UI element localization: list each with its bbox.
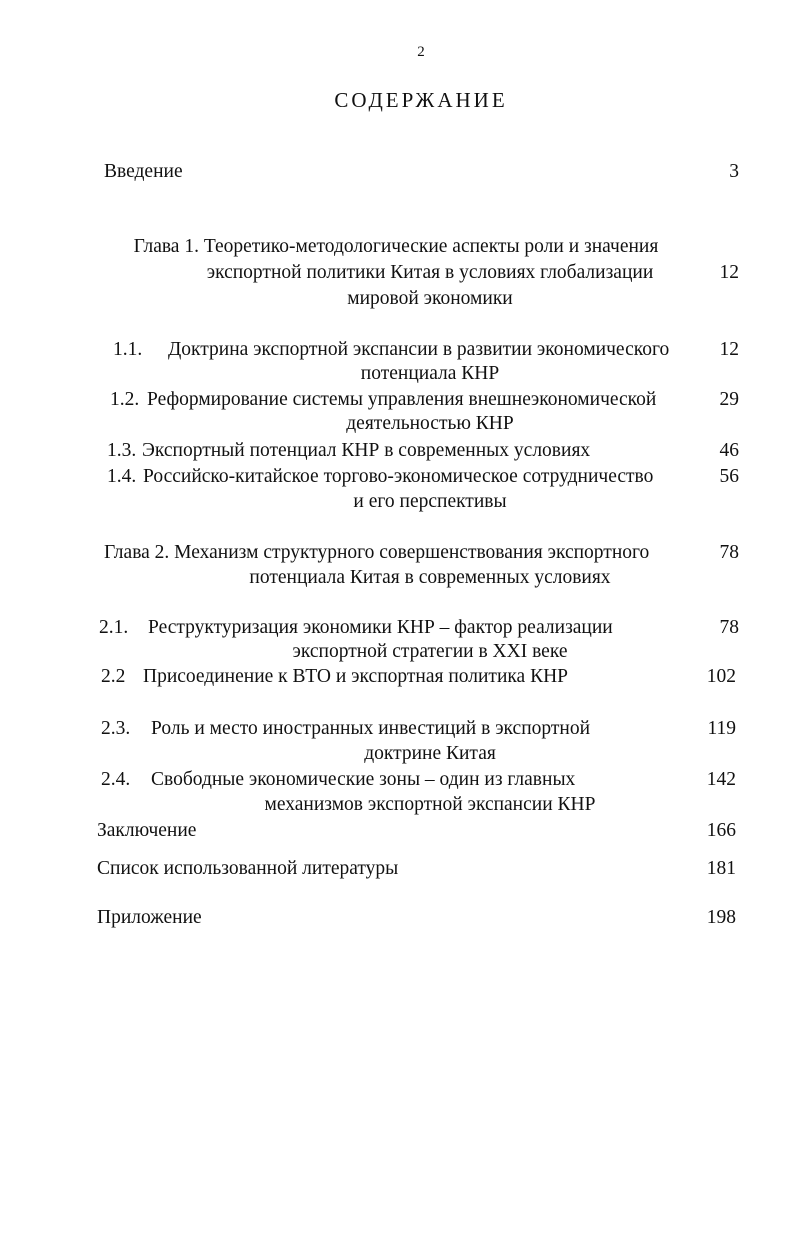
toc-s1-3-line1: Экспортный потенциал КНР в современных условиях (142, 440, 591, 461)
toc-s2-1-line2: экспортной стратегии в XXI веке (292, 641, 568, 662)
toc-appendix-page: 198 (706, 907, 736, 928)
toc-intro-label: Введение (104, 161, 183, 182)
toc-ch1-line2: экспортной политики Китая в условиях глобализации (206, 262, 654, 283)
toc-conclusion-label: Заключение (97, 820, 197, 841)
toc-s2-4-line1: Свободные экономические зоны – один из главных (151, 769, 576, 790)
toc-ch1-line3: мировой экономики (347, 288, 513, 309)
toc-ch1-line1: Глава 1. Теоретико-методологические аспекты роли и значения (133, 236, 659, 257)
toc-s2-1-page: 78 (719, 617, 739, 638)
toc-ch1-page: 12 (719, 262, 739, 283)
toc-s2-2-line1: Присоединение к ВТО и экспортная политика КНР (143, 666, 569, 687)
toc-s1-4-line1: Российско-китайское торгово-экономическое сотрудничество (143, 466, 654, 487)
toc-s1-1-num: 1.1. (113, 339, 143, 360)
toc-s2-3-num: 2.3. (101, 718, 131, 739)
toc-appendix-label: Приложение (97, 907, 202, 928)
toc-references-label: Список использованной литературы (97, 858, 399, 879)
toc-conclusion-page: 166 (706, 820, 736, 841)
toc-ch2-line2: потенциала Китая в современных условиях (249, 567, 611, 588)
toc-s1-2-num: 1.2. (110, 389, 140, 410)
toc-references-page: 181 (706, 858, 736, 879)
toc-s2-1-num: 2.1. (99, 617, 129, 638)
toc-intro-page: 3 (729, 161, 739, 182)
toc-s2-2-num: 2.2 (101, 666, 126, 687)
toc-s1-4-page: 56 (719, 466, 739, 487)
toc-s1-1-line1: Доктрина экспортной экспансии в развитии экономического (168, 339, 670, 360)
toc-s1-2-line1: Реформирование системы управления внешнеэкономической (147, 389, 657, 410)
toc-s2-3-line1: Роль и место иностранных инвестиций в экспортной (151, 718, 591, 739)
toc-s1-2-line2: деятельностью КНР (346, 413, 514, 434)
page-title: СОДЕРЖАНИЕ (334, 88, 508, 112)
toc-s2-4-line2: механизмов экспортной экспансии КНР (264, 794, 596, 815)
toc-s2-3-page: 119 (707, 718, 736, 739)
toc-ch2-page: 78 (719, 542, 739, 563)
toc-s1-3-num: 1.3. (107, 440, 137, 461)
toc-s2-2-page: 102 (706, 666, 736, 687)
page-number: 2 (417, 44, 425, 60)
toc-s1-4-num: 1.4. (107, 466, 137, 487)
toc-s1-1-page: 12 (719, 339, 739, 360)
toc-s1-3-page: 46 (719, 440, 739, 461)
toc-s1-4-line2: и его перспективы (353, 491, 507, 512)
toc-s1-1-line2: потенциала КНР (360, 363, 500, 384)
toc-s2-4-num: 2.4. (101, 769, 131, 790)
toc-s2-1-line1: Реструктуризация экономики КНР – фактор реализации (148, 617, 613, 638)
toc-s1-2-page: 29 (719, 389, 739, 410)
toc-ch2-line1: Глава 2. Механизм структурного совершенствования экспортного (104, 542, 650, 563)
toc-s2-4-page: 142 (706, 769, 736, 790)
toc-s2-3-line2: доктрине Китая (364, 743, 496, 764)
